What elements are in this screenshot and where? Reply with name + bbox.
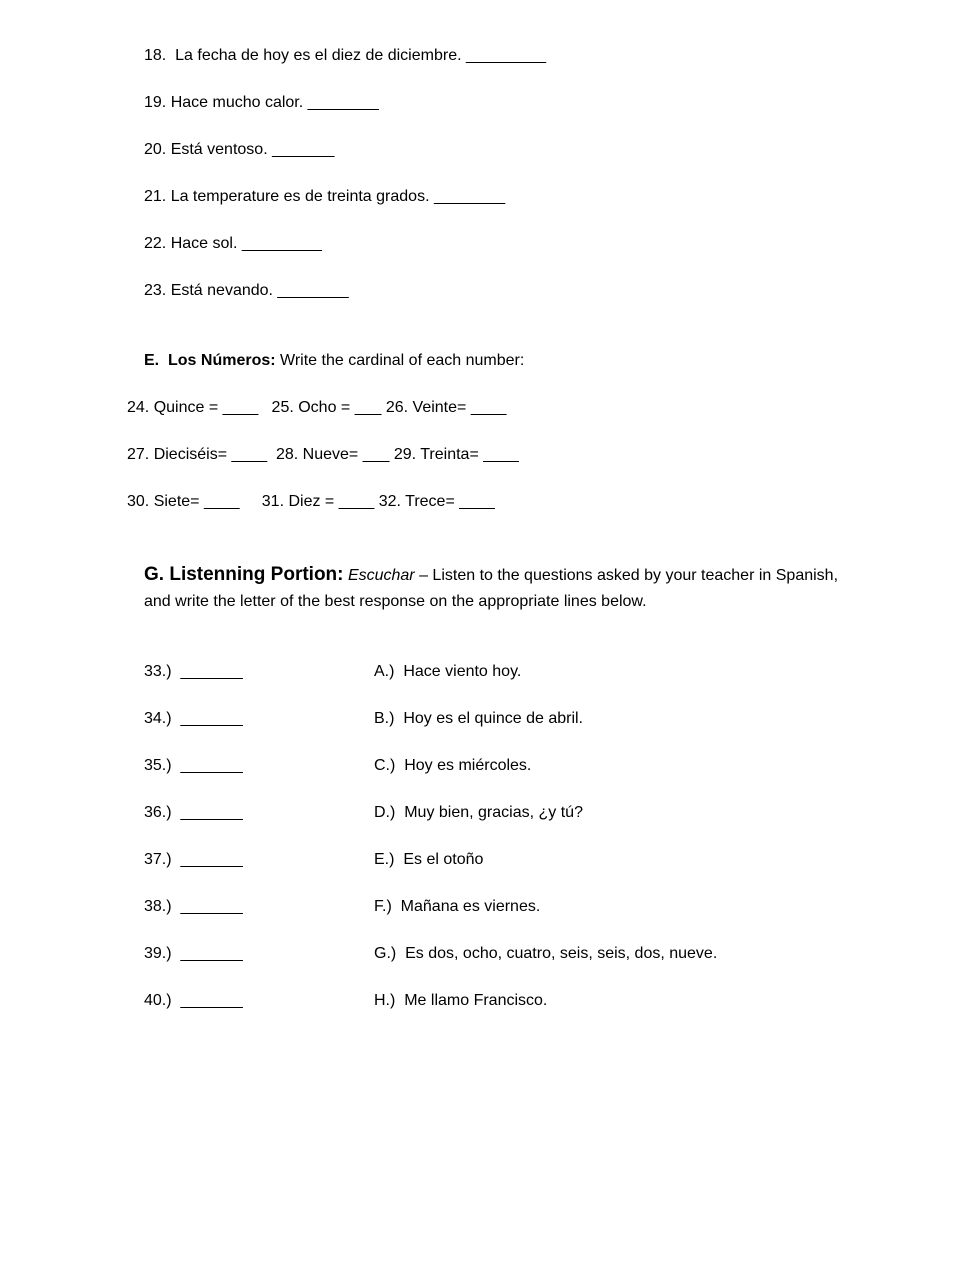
section-e-label: E. Los Números:: [144, 352, 276, 369]
question-18: 18. La fecha de hoy es el diez de diciembre. _________: [144, 47, 547, 64]
numbers-row-1: 24. Quince = ____ 25. Ocho = ___ 26. Veinte= ____: [127, 399, 507, 416]
answer-blank-35: 35.) _______: [144, 757, 243, 774]
response-b: B.) Hoy es el quince de abril.: [374, 710, 583, 727]
section-g-instruction-1: – Listen to the questions asked by your teacher in Spanish,: [414, 567, 839, 584]
question-20: 20. Está ventoso. _______: [144, 141, 335, 158]
question-21: 21. La temperature es de treinta grados. ________: [144, 188, 506, 205]
section-g-heading: [144, 565, 838, 586]
section-g-instruction-2: and write the letter of the best response on the appropriate lines below.: [144, 593, 647, 610]
section-g-label: G. Listenning Portion:: [144, 564, 344, 585]
response-d: D.) Muy bien, gracias, ¿y tú?: [374, 804, 583, 821]
answer-blank-33: 33.) _______: [144, 663, 243, 680]
response-h: H.) Me llamo Francisco.: [374, 992, 548, 1009]
question-22: 22. Hace sol. _________: [144, 235, 322, 252]
question-23: 23. Está nevando. ________: [144, 282, 349, 299]
response-c: C.) Hoy es miércoles.: [374, 757, 532, 774]
answer-blank-34: 34.) _______: [144, 710, 243, 727]
section-e-instruction: Write the cardinal of each number:: [275, 352, 525, 369]
response-f: F.) Mañana es viernes.: [374, 898, 541, 915]
answer-blank-37: 37.) _______: [144, 851, 243, 868]
answer-blank-38: 38.) _______: [144, 898, 243, 915]
response-a: A.) Hace viento hoy.: [374, 663, 522, 680]
answer-blank-39: 39.) _______: [144, 945, 243, 962]
answer-blank-40: 40.) _______: [144, 992, 243, 1009]
answer-blank-36: 36.) _______: [144, 804, 243, 821]
numbers-row-2: 27. Dieciséis= ____ 28. Nueve= ___ 29. Treinta= ____: [127, 446, 519, 463]
section-g-term: Escuchar: [347, 567, 415, 584]
question-19: 19. Hace mucho calor. ________: [144, 94, 379, 111]
response-g: G.) Es dos, ocho, cuatro, seis, seis, dos, nueve.: [374, 945, 718, 962]
numbers-row-3: 30. Siete= ____ 31. Diez = ____ 32. Trece= ____: [127, 493, 495, 510]
section-e-heading: [144, 351, 524, 371]
response-e: E.) Es el otoño: [374, 851, 484, 868]
